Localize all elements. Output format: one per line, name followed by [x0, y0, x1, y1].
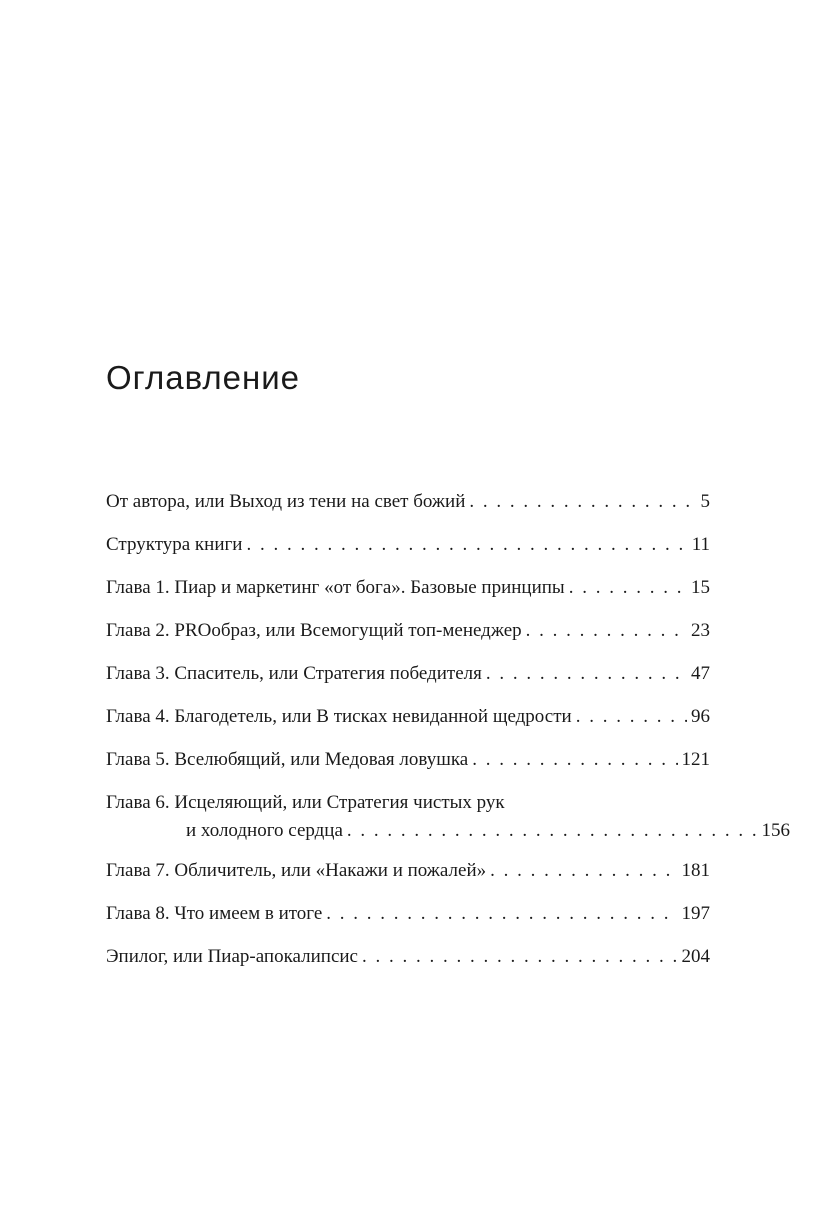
table-of-contents	[106, 488, 790, 986]
dot-leader	[347, 817, 758, 845]
toc-entry[interactable]	[106, 746, 710, 789]
entry-page: 23	[691, 620, 710, 641]
dot-leader	[576, 703, 687, 731]
dot-leader	[569, 574, 687, 602]
entry-page: 15	[691, 577, 710, 598]
page-title: Оглавление	[106, 359, 300, 396]
toc-entry[interactable]	[106, 531, 710, 574]
entry-title: Глава 5. Вселюбящий, или Медовая ловушка	[106, 749, 469, 770]
entry-page: 5	[700, 491, 710, 512]
entry-title-line2: и холодного сердца	[186, 820, 343, 841]
entry-page: 181	[681, 860, 710, 881]
entry-title: Глава 1. Пиар и маркетинг «от бога». Базовые принципы	[106, 577, 565, 598]
entry-page: 204	[681, 946, 710, 967]
dot-leader	[326, 900, 677, 928]
entry-title: От автора, или Выход из тени на свет божий	[106, 491, 466, 512]
entry-page: 11	[691, 534, 710, 555]
dot-leader	[362, 943, 678, 971]
entry-title: Глава 3. Спаситель, или Стратегия победителя	[106, 663, 482, 684]
entry-title: Глава 7. Обличитель, или «Накажи и пожалей»	[106, 860, 487, 881]
toc-entry[interactable]	[106, 617, 710, 660]
toc-entry[interactable]	[106, 703, 710, 746]
toc-entry[interactable]	[106, 900, 710, 943]
entry-page: 197	[681, 903, 710, 924]
entry-title: Глава 2. PROобраз, или Всемогущий топ-менеджер	[106, 620, 522, 641]
entry-title: Эпилог, или Пиар-апокалипсис	[106, 946, 358, 967]
entry-title: Структура книги	[106, 534, 243, 555]
dot-leader	[486, 660, 687, 688]
entry-title-line1: Глава 6. Исцеляющий, или Стратегия чистых рук	[106, 792, 505, 813]
toc-entry[interactable]	[106, 789, 790, 857]
entry-title: Глава 4. Благодетель, или В тисках невиданной щедрости	[106, 706, 572, 727]
toc-entry[interactable]	[106, 943, 710, 986]
dot-leader	[472, 746, 677, 774]
entry-page: 121	[681, 749, 710, 770]
entry-title: Глава 8. Что имеем в итоге	[106, 903, 323, 924]
dot-leader	[490, 857, 677, 885]
entry-page: 47	[691, 663, 710, 684]
dot-leader	[526, 617, 687, 645]
dot-leader	[469, 488, 696, 516]
dot-leader	[246, 531, 687, 559]
toc-entry[interactable]	[106, 660, 710, 703]
entry-page: 96	[691, 706, 710, 727]
toc-entry[interactable]	[106, 488, 710, 531]
toc-entry[interactable]	[106, 857, 710, 900]
entry-page: 156	[761, 820, 790, 841]
toc-entry[interactable]	[106, 574, 710, 617]
